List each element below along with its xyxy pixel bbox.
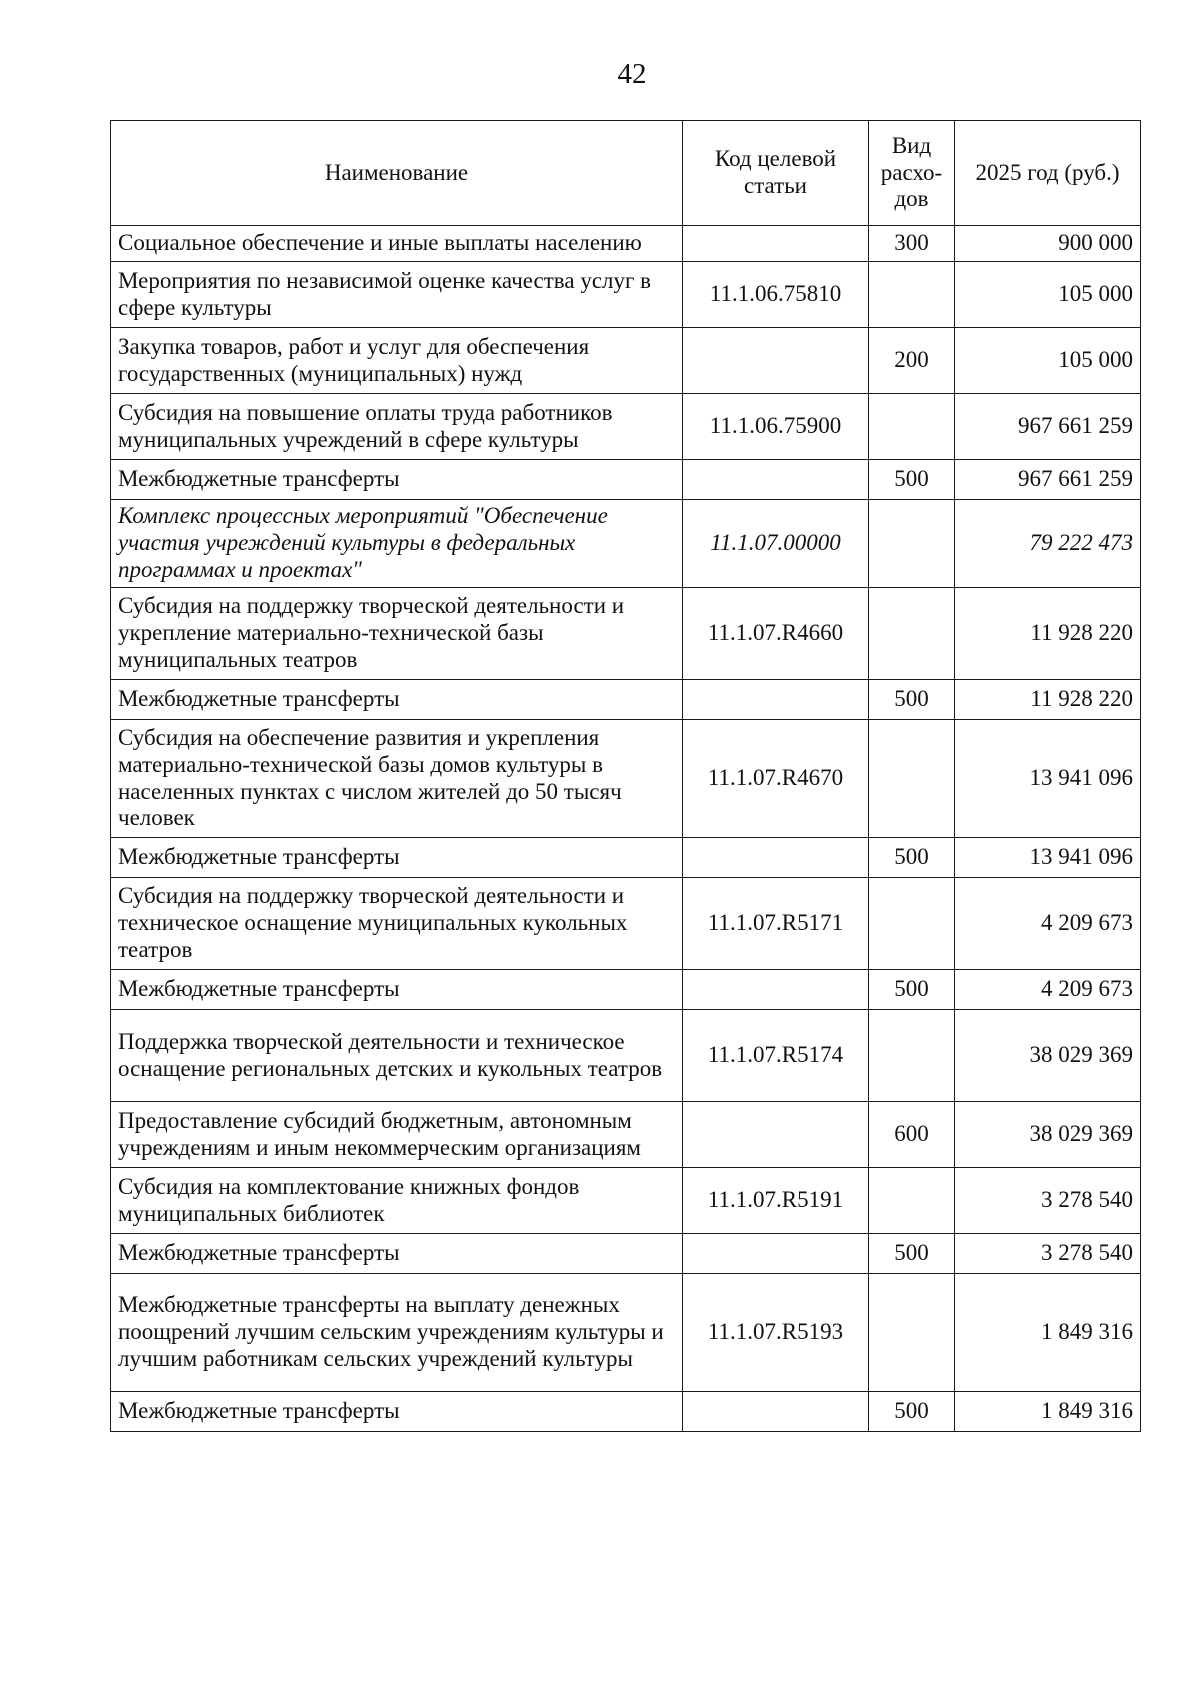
cell-code bbox=[683, 838, 869, 878]
cell-name: Межбюджетные трансферты bbox=[111, 1392, 683, 1432]
table-row bbox=[111, 328, 1141, 394]
cell-name: Социальное обеспечение и иные выплаты населению bbox=[111, 226, 683, 262]
cell-sum: 13 941 096 bbox=[955, 720, 1141, 838]
cell-kind: 500 bbox=[869, 838, 955, 878]
table-row bbox=[111, 1274, 1141, 1392]
table-row bbox=[111, 680, 1141, 720]
cell-name: Межбюджетные трансферты bbox=[111, 680, 683, 720]
cell-sum: 11 928 220 bbox=[955, 588, 1141, 680]
table-header-row bbox=[111, 121, 1141, 226]
table-row bbox=[111, 1234, 1141, 1274]
cell-name: Межбюджетные трансферты на выплату денежных поощрений лучшим сельским учреждениям культуры и лучшим работникам сельских учреждений культуры bbox=[111, 1274, 683, 1392]
cell-code: 11.1.06.75900 bbox=[683, 394, 869, 460]
cell-kind bbox=[869, 588, 955, 680]
cell-sum: 3 278 540 bbox=[955, 1234, 1141, 1274]
cell-name: Предоставление субсидий бюджетным, автономным учреждениям и иным некоммерческим организациям bbox=[111, 1102, 683, 1168]
cell-code: 11.1.07.R4660 bbox=[683, 588, 869, 680]
header-name: Наименование bbox=[111, 121, 683, 226]
cell-kind bbox=[869, 1010, 955, 1102]
table-row bbox=[111, 878, 1141, 970]
cell-name: Субсидия на поддержку творческой деятельности и техническое оснащение муниципальных кукольных театров bbox=[111, 878, 683, 970]
cell-code bbox=[683, 1102, 869, 1168]
cell-code: 11.1.07.R5174 bbox=[683, 1010, 869, 1102]
budget-table bbox=[110, 120, 1141, 1432]
cell-sum: 1 849 316 bbox=[955, 1392, 1141, 1432]
cell-kind bbox=[869, 500, 955, 588]
cell-code: 11.1.07.R5171 bbox=[683, 878, 869, 970]
cell-name: Субсидия на повышение оплаты труда работников муниципальных учреждений в сфере культуры bbox=[111, 394, 683, 460]
header-kind: Вид расхо-дов bbox=[869, 121, 955, 226]
table-row bbox=[111, 460, 1141, 500]
cell-name: Поддержка творческой деятельности и техническое оснащение региональных детских и кукольных театров bbox=[111, 1010, 683, 1102]
cell-code bbox=[683, 1234, 869, 1274]
cell-name: Межбюджетные трансферты bbox=[111, 1234, 683, 1274]
cell-name: Межбюджетные трансферты bbox=[111, 838, 683, 878]
cell-sum: 1 849 316 bbox=[955, 1274, 1141, 1392]
table-row bbox=[111, 1010, 1141, 1102]
cell-name: Закупка товаров, работ и услуг для обеспечения государственных (муниципальных) нужд bbox=[111, 328, 683, 394]
cell-kind: 500 bbox=[869, 460, 955, 500]
table-row bbox=[111, 588, 1141, 680]
cell-code bbox=[683, 680, 869, 720]
cell-kind: 500 bbox=[869, 680, 955, 720]
cell-code: 11.1.06.75810 bbox=[683, 262, 869, 328]
table-row bbox=[111, 226, 1141, 262]
cell-sum: 4 209 673 bbox=[955, 970, 1141, 1010]
table-row bbox=[111, 500, 1141, 588]
cell-kind: 300 bbox=[869, 226, 955, 262]
cell-name: Межбюджетные трансферты bbox=[111, 970, 683, 1010]
table-body bbox=[111, 226, 1141, 1432]
cell-name: Комплекс процессных мероприятий "Обеспечение участия учреждений культуры в федеральных программах и проектах" bbox=[111, 500, 683, 588]
cell-kind: 500 bbox=[869, 1234, 955, 1274]
cell-code bbox=[683, 460, 869, 500]
cell-code: 11.1.07.R4670 bbox=[683, 720, 869, 838]
cell-kind bbox=[869, 720, 955, 838]
table-row bbox=[111, 1102, 1141, 1168]
header-code: Код целевой статьи bbox=[683, 121, 869, 226]
table-row bbox=[111, 1168, 1141, 1234]
table-row bbox=[111, 1392, 1141, 1432]
header-sum: 2025 год (руб.) bbox=[955, 121, 1141, 226]
cell-kind bbox=[869, 1274, 955, 1392]
cell-code: 11.1.07.R5191 bbox=[683, 1168, 869, 1234]
cell-name: Субсидия на обеспечение развития и укрепления материально-технической базы домов культуры в населенных пунктах с числом жителей до 50 тысяч человек bbox=[111, 720, 683, 838]
cell-sum: 38 029 369 bbox=[955, 1102, 1141, 1168]
cell-name: Субсидия на поддержку творческой деятельности и укрепление материально-технической базы муниципальных театров bbox=[111, 588, 683, 680]
cell-sum: 38 029 369 bbox=[955, 1010, 1141, 1102]
cell-code bbox=[683, 328, 869, 394]
cell-sum: 13 941 096 bbox=[955, 838, 1141, 878]
cell-kind: 200 bbox=[869, 328, 955, 394]
cell-name: Субсидия на комплектование книжных фондов муниципальных библиотек bbox=[111, 1168, 683, 1234]
table-row bbox=[111, 394, 1141, 460]
cell-sum: 967 661 259 bbox=[955, 394, 1141, 460]
table-row bbox=[111, 262, 1141, 328]
cell-sum: 11 928 220 bbox=[955, 680, 1141, 720]
cell-kind: 500 bbox=[869, 1392, 955, 1432]
cell-name: Межбюджетные трансферты bbox=[111, 460, 683, 500]
cell-kind bbox=[869, 394, 955, 460]
page-number: 42 bbox=[617, 58, 647, 90]
cell-sum: 3 278 540 bbox=[955, 1168, 1141, 1234]
cell-code: 11.1.07.R5193 bbox=[683, 1274, 869, 1392]
cell-sum: 967 661 259 bbox=[955, 460, 1141, 500]
cell-kind: 500 bbox=[869, 970, 955, 1010]
table-row bbox=[111, 838, 1141, 878]
cell-code bbox=[683, 226, 869, 262]
cell-kind bbox=[869, 878, 955, 970]
cell-kind bbox=[869, 262, 955, 328]
cell-kind bbox=[869, 1168, 955, 1234]
cell-sum: 900 000 bbox=[955, 226, 1141, 262]
cell-sum: 105 000 bbox=[955, 262, 1141, 328]
cell-sum: 4 209 673 bbox=[955, 878, 1141, 970]
cell-sum: 105 000 bbox=[955, 328, 1141, 394]
cell-name: Мероприятия по независимой оценке качества услуг в сфере культуры bbox=[111, 262, 683, 328]
cell-code bbox=[683, 970, 869, 1010]
cell-code bbox=[683, 1392, 869, 1432]
cell-code: 11.1.07.00000 bbox=[683, 500, 869, 588]
table-row bbox=[111, 970, 1141, 1010]
cell-kind: 600 bbox=[869, 1102, 955, 1168]
table-row bbox=[111, 720, 1141, 838]
cell-sum: 79 222 473 bbox=[955, 500, 1141, 588]
